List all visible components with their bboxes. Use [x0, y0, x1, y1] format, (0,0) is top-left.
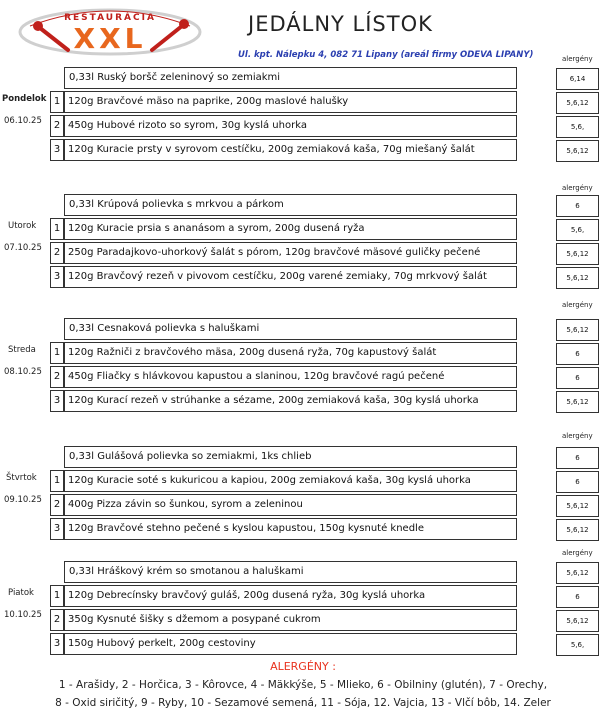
- meal-number: 1: [50, 342, 64, 364]
- meal-row: [50, 366, 517, 388]
- allergens-column-label: alergény: [562, 432, 593, 440]
- meal-allergens: 5,6,: [556, 219, 599, 241]
- meal-description: 120g Ražniči z bravčového mäsa, 200g dusená ryža, 70g kapustový šalát: [64, 342, 517, 364]
- meal-number: 2: [50, 366, 64, 388]
- allergens-column-label: alergény: [562, 55, 593, 63]
- allergens-legend-line-1: 1 - Arašidy, 2 - Horčica, 3 - Kôrovce, 4 - Mäkkýše, 5 - Mlieko, 6 - Obilniny (glutén), 7 - Orechy,: [58, 679, 548, 691]
- meal-description: 450g Fliačky s hlávkovou kapustou a slaninou, 120g bravčové ragú pečené: [64, 366, 517, 388]
- meal-number: 2: [50, 242, 64, 264]
- day-date: 08.10.25: [4, 367, 42, 377]
- day-date: 09.10.25: [4, 495, 42, 505]
- day-name: Štvrtok: [6, 473, 37, 483]
- meal-allergens: 5,6,12: [556, 140, 599, 162]
- allergens-legend-line-2: 8 - Oxid siričitý, 9 - Ryby, 10 - Sezamové semená, 11 - Sója, 12. Vajcia, 13 - Vlčí bôb, 14. Zeler: [55, 697, 551, 709]
- meal-allergens: 6: [556, 343, 599, 365]
- page-title: JEDÁLNY LÍSTOK: [248, 12, 433, 36]
- meal-number: 3: [50, 518, 64, 540]
- soup-item: 0,33l Ruský boršč zeleninový so zemiakmi: [64, 67, 517, 89]
- meal-row: [50, 609, 517, 631]
- meal-number: 3: [50, 266, 64, 288]
- meal-number: 1: [50, 218, 64, 240]
- meal-row: [50, 91, 517, 113]
- meal-row: [50, 390, 517, 412]
- meal-number: 2: [50, 494, 64, 516]
- meal-row: [50, 494, 517, 516]
- meal-description: 120g Debrecínsky bravčový guláš, 200g dusená ryža, 30g kyslá uhorka: [64, 585, 517, 607]
- allergens-column-label: alergény: [562, 301, 593, 309]
- meal-description: 120g Bravčové mäso na paprike, 200g maslové halušky: [64, 91, 517, 113]
- meal-number: 2: [50, 115, 64, 137]
- soup-item: 0,33l Hráškový krém so smotanou a haluškami: [64, 561, 517, 583]
- meal-description: 120g Kuracie prsia s ananásom a syrom, 200g dusená ryža: [64, 218, 517, 240]
- soup-allergens: 6: [556, 195, 599, 217]
- meal-number: 1: [50, 470, 64, 492]
- meal-number: 3: [50, 390, 64, 412]
- day-date: 10.10.25: [4, 610, 42, 620]
- meal-allergens: 5,6,12: [556, 267, 599, 289]
- restaurant-address: Ul. kpt. Nálepku 4, 082 71 Lipany (areál firmy ODEVA LIPANY): [238, 50, 534, 60]
- meal-row: [50, 342, 517, 364]
- meal-description: 350g Kysnuté šišky s džemom a posypané cukrom: [64, 609, 517, 631]
- meal-allergens: 5,6,12: [556, 92, 599, 114]
- meal-description: 120g Kurací rezeň v strúhanke a sézame, 200g zemiaková kaša, 30g kyslá uhorka: [64, 390, 517, 412]
- meal-allergens: 5,6,12: [556, 519, 599, 541]
- meal-allergens: 5,6,: [556, 634, 599, 656]
- day-name: Pondelok: [2, 94, 47, 104]
- meal-description: 250g Paradajkovo-uhorkový šalát s pórom, 120g bravčové mäsové guličky pečené: [64, 242, 517, 264]
- meal-description: 120g Kuracie prsty v syrovom cestíčku, 200g zemiaková kaša, 70g miešaný šalát: [64, 139, 517, 161]
- meal-allergens: 5,6,12: [556, 243, 599, 265]
- allergens-column-label: alergény: [562, 549, 593, 557]
- meal-allergens: 5,6,12: [556, 610, 599, 632]
- allergens-column-label: alergény: [562, 184, 593, 192]
- soup-allergens: 6,14: [556, 68, 599, 90]
- meal-allergens: 5,6,12: [556, 495, 599, 517]
- soup-allergens: 6: [556, 447, 599, 469]
- soup-item: 0,33l Gulášová polievka so zemiakmi, 1ks chlieb: [64, 446, 517, 468]
- meal-allergens: 5,6,: [556, 116, 599, 138]
- meal-description: 120g Bravčové stehno pečené s kyslou kapustou, 150g kysnuté knedle: [64, 518, 517, 540]
- svg-text:XXL: XXL: [73, 22, 147, 55]
- meal-description: 450g Hubové rizoto so syrom, 30g kyslá uhorka: [64, 115, 517, 137]
- day-name: Streda: [8, 345, 36, 355]
- soup-item: 0,33l Krúpová polievka s mrkvou a párkom: [64, 194, 517, 216]
- meal-row: [50, 218, 517, 240]
- day-date: 07.10.25: [4, 243, 42, 253]
- day-name: Utorok: [8, 221, 37, 231]
- meal-row: [50, 585, 517, 607]
- meal-number: 1: [50, 91, 64, 113]
- meal-row: [50, 266, 517, 288]
- meal-number: 2: [50, 609, 64, 631]
- soup-allergens: 5,6,12: [556, 562, 599, 584]
- soup-item: 0,33l Cesnaková polievka s haluškami: [64, 318, 517, 340]
- allergens-legend-title: ALERGÉNY :: [270, 660, 336, 673]
- meal-row: [50, 115, 517, 137]
- meal-allergens: 6: [556, 471, 599, 493]
- restaurant-logo: [10, 4, 210, 56]
- day-name: Piatok: [8, 588, 34, 598]
- meal-number: 1: [50, 585, 64, 607]
- meal-description: 150g Hubový perkelt, 200g cestoviny: [64, 633, 517, 655]
- meal-allergens: 6: [556, 586, 599, 608]
- meal-row: [50, 242, 517, 264]
- meal-description: 400g Pizza závin so šunkou, syrom a zeleninou: [64, 494, 517, 516]
- meal-allergens: 6: [556, 367, 599, 389]
- meal-number: 3: [50, 633, 64, 655]
- meal-row: [50, 633, 517, 655]
- meal-row: [50, 518, 517, 540]
- soup-allergens: 5,6,12: [556, 319, 599, 341]
- meal-row: [50, 470, 517, 492]
- meal-description: 120g Bravčový rezeň v pivovom cestíčku, 200g varené zemiaky, 70g mrkvový šalát: [64, 266, 517, 288]
- meal-allergens: 5,6,12: [556, 391, 599, 413]
- svg-text:RESTAURÁCIA: RESTAURÁCIA: [64, 13, 156, 23]
- meal-description: 120g Kuracie soté s kukuricou a kapiou, 200g zemiaková kaša, 30g kyslá uhorka: [64, 470, 517, 492]
- day-date: 06.10.25: [4, 116, 42, 126]
- meal-row: [50, 139, 517, 161]
- meal-number: 3: [50, 139, 64, 161]
